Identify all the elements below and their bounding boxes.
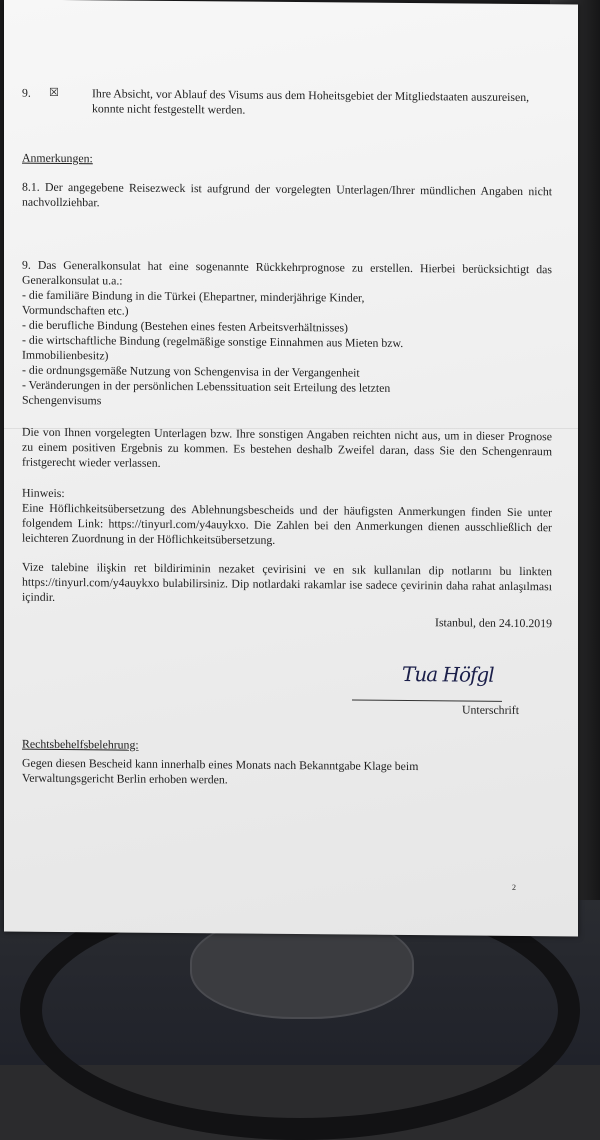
remark-9-intro: 9. Das Generalkonsulat hat eine sogenannte Rückkehrprognose zu erstellen. Hierbei berücksichtigt das Generalkonsulat u.a.: [22,257,552,288]
hint-turkish: Vize talebine ilişkin ret bildiriminin nezaket çevirisini ve en sık kullanılan dip notlarını bu linkten https://tinyurl.com/y4auykxo bulabilirsiniz. Dip notlardaki rakamlar ise sadece çevirinin daha rahat anlaşılması içindir. [22,559,552,604]
remark-9-conclusion: Die von Ihnen vorgelegten Unterlagen bzw. Ihre sonstigen Angaben reichten nicht aus, um in dieser Prognose zu einem positiven Ergebnis zu kommen. Es bestehen deshalb Zweifel daran, dass Sie den Schengenraum fristgerecht wieder verlassen. [22,424,552,470]
place-date: Istanbul, den 24.10.2019 [435,615,552,631]
paper-fold [4,428,578,429]
signature-scribble: Tua Höfgl [402,661,494,687]
signature-line [352,700,502,702]
legal-text: Gegen diesen Bescheid kann innerhalb eines Monats nach Bekanntgabe Klage beim Verwaltungsgericht Berlin erhoben werden. [22,755,419,787]
hint-heading: Hinweis: [22,485,65,501]
hint-german: Eine Höflichkeitsübersetzung des Ablehnungsbescheids und der häufigsten Anmerkungen finden Sie unter folgendem Link: https://tinyurl.com/y4auykxo. Die Zahlen bei den Anmerkungen dienen ausschließlich der leichteren Zuordnung in der Höflichkeitsübersetzung. [22,500,552,547]
item-9-text: Ihre Absicht, vor Ablauf des Visums aus dem Hoheitsgebiet der Mitgliedstaaten auszureisen, konnte nicht festgestellt werden. [92,86,530,117]
bullet-economic: - die wirtschaftliche Bindung (regelmäßige sonstige Einnahmen aus Mieten bzw. Immobilienbesitz) [22,332,404,363]
bullet-visa-usage: - die ordnungsgemäße Nutzung von Schengenvisa in der Vergangenheit [22,362,360,380]
document-page [4,0,578,937]
bullet-life-changes: - Veränderungen in der persönlichen Lebenssituation seit Erteilung des letzten Schengenvisums [22,377,391,408]
remark-8-1: 8.1. Der angegebene Reisezweck ist aufgrund der vorgelegten Unterlagen/Ihrer mündlichen Angaben nicht nachvollziehbar. [22,179,552,210]
remarks-heading: Anmerkungen: [22,150,93,166]
bullet-profession: - die berufliche Bindung (Bestehen eines festen Arbeitsverhältnisses) [22,317,348,335]
bullet-family: - die familiäre Bindung in die Türkei (Ehepartner, minderjährige Kinder, Vormundschaften etc.) [22,287,365,318]
signature-label: Unterschrift [462,702,519,717]
page-number: 2 [512,882,516,892]
legal-heading: Rechtsbehelfsbelehrung: [22,736,139,752]
checked-box-icon: ☒ [49,86,59,99]
item-number: 9. [22,85,31,100]
